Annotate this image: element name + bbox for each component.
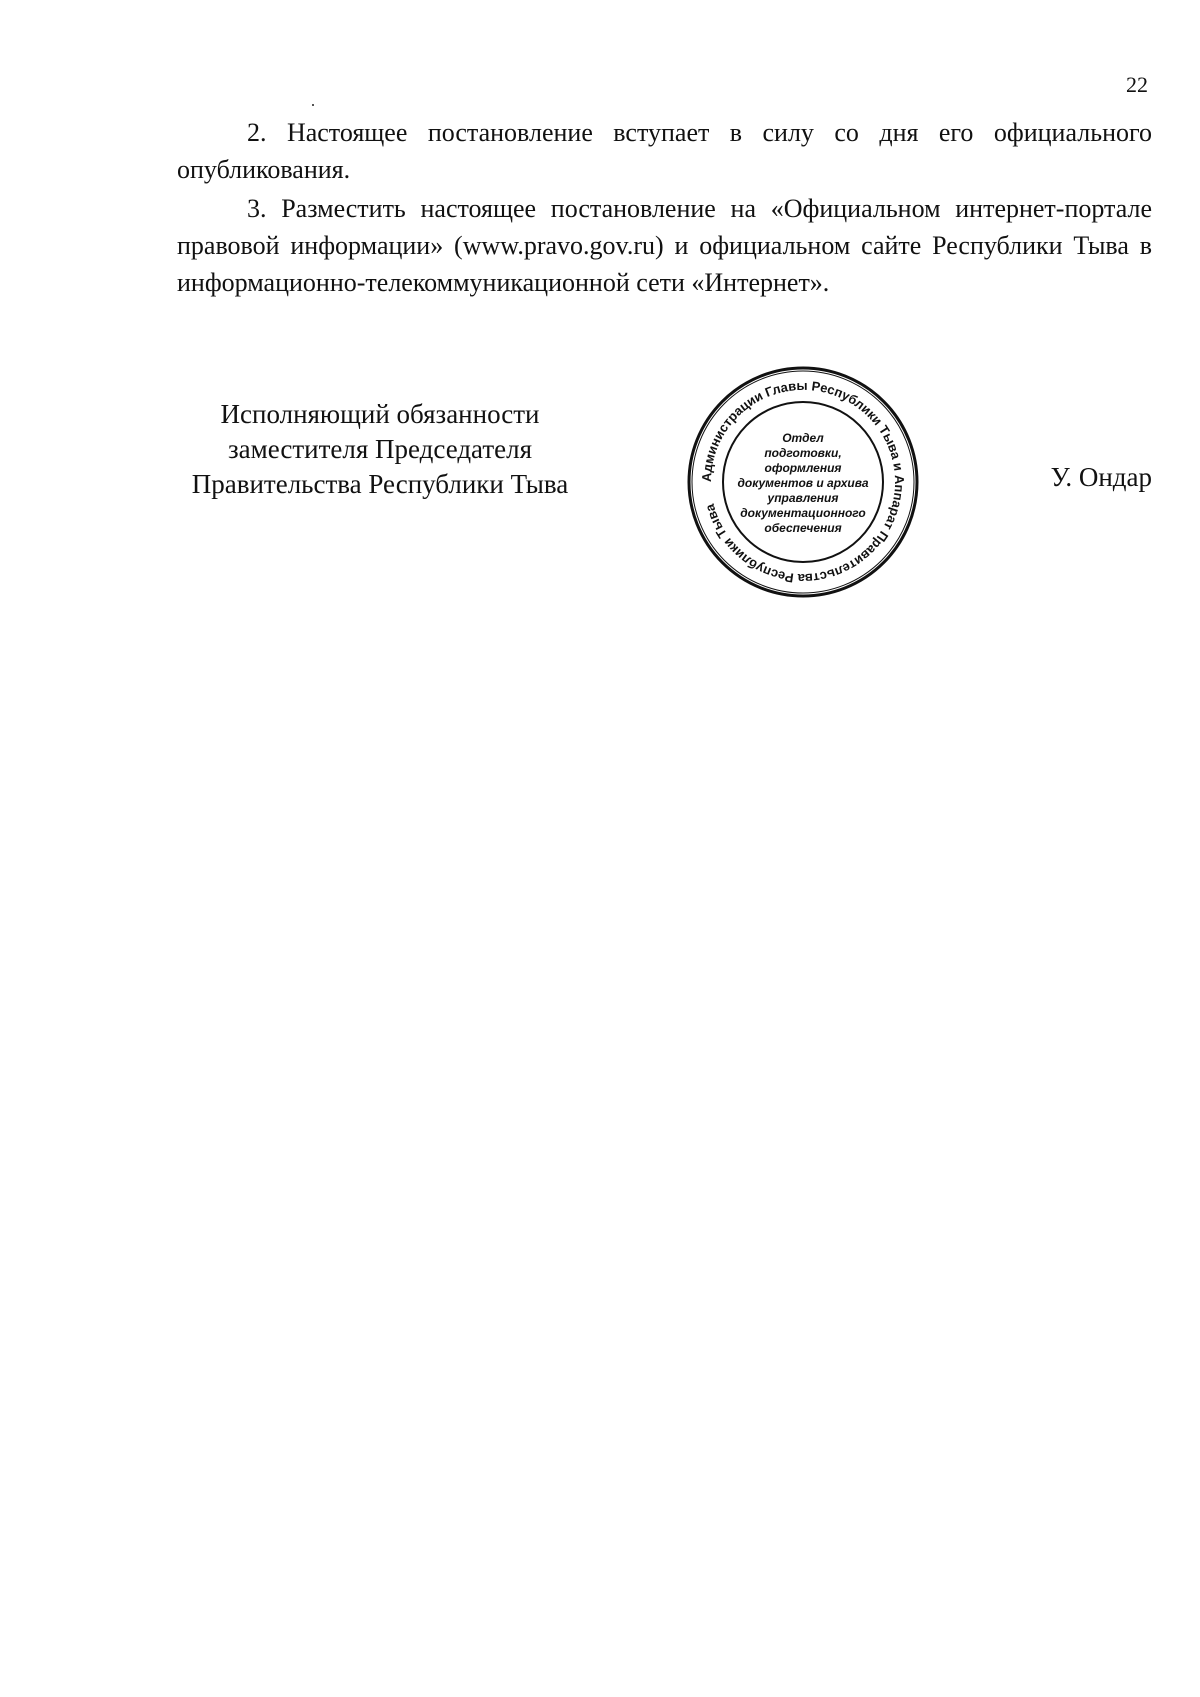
stamp-center-line: документов и архива (737, 476, 869, 490)
signatory-title-line: Правительства Республики Тыва (191, 469, 569, 499)
page-number: 22 (1126, 72, 1148, 97)
official-stamp (683, 362, 923, 602)
stamp-center-line: управления (767, 491, 839, 505)
stamp-center-line: оформления (764, 461, 842, 475)
stamp-center-line: Отдел (782, 431, 824, 445)
scan-speck (312, 104, 314, 106)
paragraph-3: 3. Разместить настоящее постановление на «Официальном интернет-портале правовой информации» (www.pravo.gov.ru) и официальном сайте Республики Тыва в информационно-телекоммуникационной сети «Интернет». (177, 194, 1152, 297)
signatory-name: У. Ондар (1050, 462, 1152, 492)
signatory-title-line: Исполняющий обязанности (220, 399, 540, 429)
signatory-title (170, 397, 590, 502)
stamp-center-line: документационного (740, 506, 866, 520)
stamp-center-line: подготовки, (764, 446, 842, 460)
paragraph-2: 2. Настоящее постановление вступает в силу со дня его официального опубликования. (177, 118, 1152, 184)
signatory-title-line: заместителя Председателя (227, 434, 533, 464)
stamp-center-line: обеспечения (764, 521, 842, 535)
stamp-ring-text: Администрации Главы Республики Тыва и Аппарат Правительства Республики Тыва (698, 377, 908, 587)
document-body (177, 114, 1152, 301)
